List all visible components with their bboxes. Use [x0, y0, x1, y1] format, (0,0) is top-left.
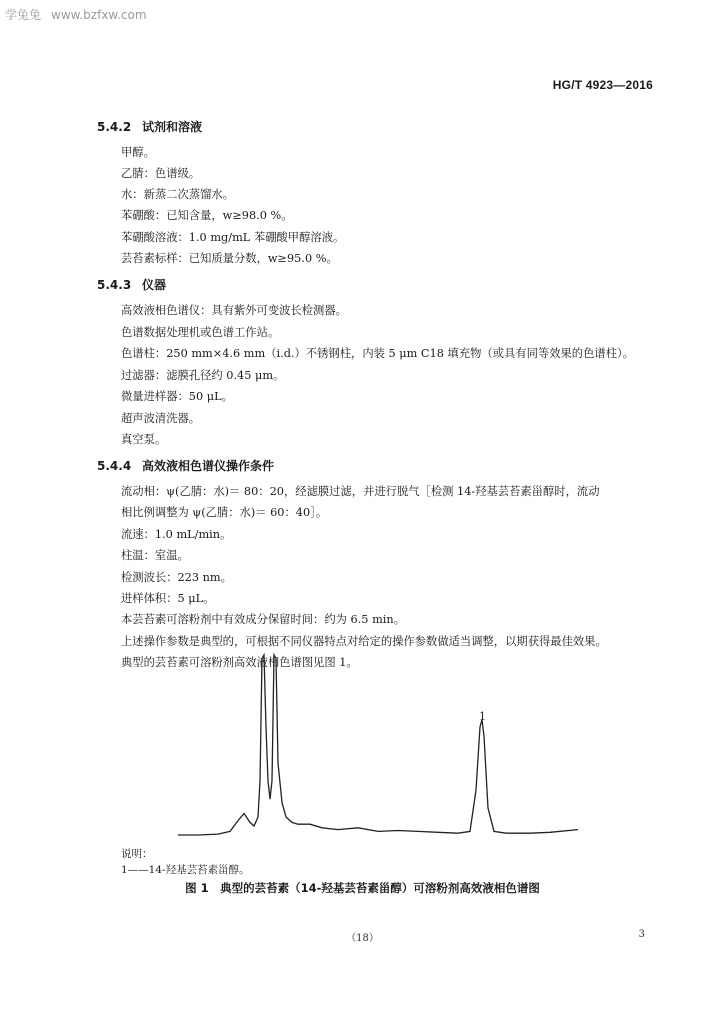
body-line: 色谱数据处理机或色谱工作站。: [121, 326, 280, 339]
body-line: 乙腈：色谱级。: [121, 167, 201, 180]
section-title: 试剂和溶液: [142, 120, 203, 134]
body-line: 检测波长：223 nm。: [121, 571, 232, 584]
body-line: 苯硼酸溶液：1.0 mg/mL 苯硼酸甲醇溶液。: [121, 231, 345, 244]
section-number: 5.4.2: [97, 120, 132, 134]
legend-heading: 说明：: [121, 848, 153, 860]
body-line: 超声波清洗器。: [121, 412, 201, 425]
peak-labels: [479, 710, 486, 723]
body-line: 流动相：ψ(乙腈：水)＝ 80：20，经滤膜过滤，并进行脱气［检测 14-羟基芸苔素甾醇时，流动: [121, 485, 600, 498]
section-title: 仪器: [142, 278, 167, 292]
section-number: 5.4.3: [97, 278, 132, 292]
watermark-site-name: 学兔兔: [5, 8, 42, 22]
section-heading: [97, 276, 166, 293]
body-line: 芸苔素标样：已知质量分数，w≥95.0 %。: [121, 252, 338, 265]
section-title: 高效液相色谱仪操作条件: [142, 459, 275, 473]
page-number: 3: [638, 929, 645, 940]
body-line: 微量进样器：50 μL。: [121, 390, 233, 403]
body-line: 高效液相色谱仪：具有紫外可变波长检测器。: [121, 304, 347, 317]
peak-label: 1: [479, 710, 486, 723]
section-heading: [97, 457, 274, 474]
body-line: 苯硼酸：已知含量，w≥98.0 %。: [121, 209, 293, 222]
watermark: [5, 6, 157, 23]
body-line: 色谱柱：250 mm×4.6 mm（i.d.）不锈钢柱，内装 5 μm C18 填充物（或具有同等效果的色谱柱）。: [121, 347, 634, 360]
chromatogram-trace: [178, 655, 578, 835]
section-heading: [97, 118, 202, 135]
body-line: 本芸苔素可溶粉剂中有效成分保留时间：约为 6.5 min。: [121, 613, 405, 626]
watermark-url: www.bzfxw.com: [51, 8, 147, 22]
footer-center-text: （18）: [346, 933, 379, 944]
body-line: 柱温：室温。: [121, 549, 189, 562]
legend-item: 1——14-羟基芸苔素甾醇。: [121, 864, 250, 876]
body-line: 典型的芸苔素可溶粉剂高效液相色谱图见图 1。: [121, 656, 358, 669]
body-line: 上述操作参数是典型的，可根据不同仪器特点对给定的操作参数做适当调整，以期获得最佳效果。: [121, 635, 607, 648]
body-line: 相比例调整为 ψ(乙腈：水)＝ 60：40］。: [121, 506, 328, 519]
body-line: 过滤器：滤膜孔径约 0.45 μm。: [121, 369, 285, 382]
section-number: 5.4.4: [97, 459, 132, 473]
body-line: 甲醇。: [121, 146, 155, 159]
figure-caption: 图 1 典型的芸苔素（14-羟基芸苔素甾醇）可溶粉剂高效液相色谱图: [185, 881, 540, 895]
body-line: 流速：1.0 mL/min。: [121, 528, 232, 541]
standard-code: HG/T 4923—2016: [552, 78, 653, 92]
body-line: 进样体积：5 μL。: [121, 592, 215, 605]
body-line: 真空泵。: [121, 433, 167, 446]
body-line: 水：新蒸二次蒸馏水。: [121, 188, 234, 201]
